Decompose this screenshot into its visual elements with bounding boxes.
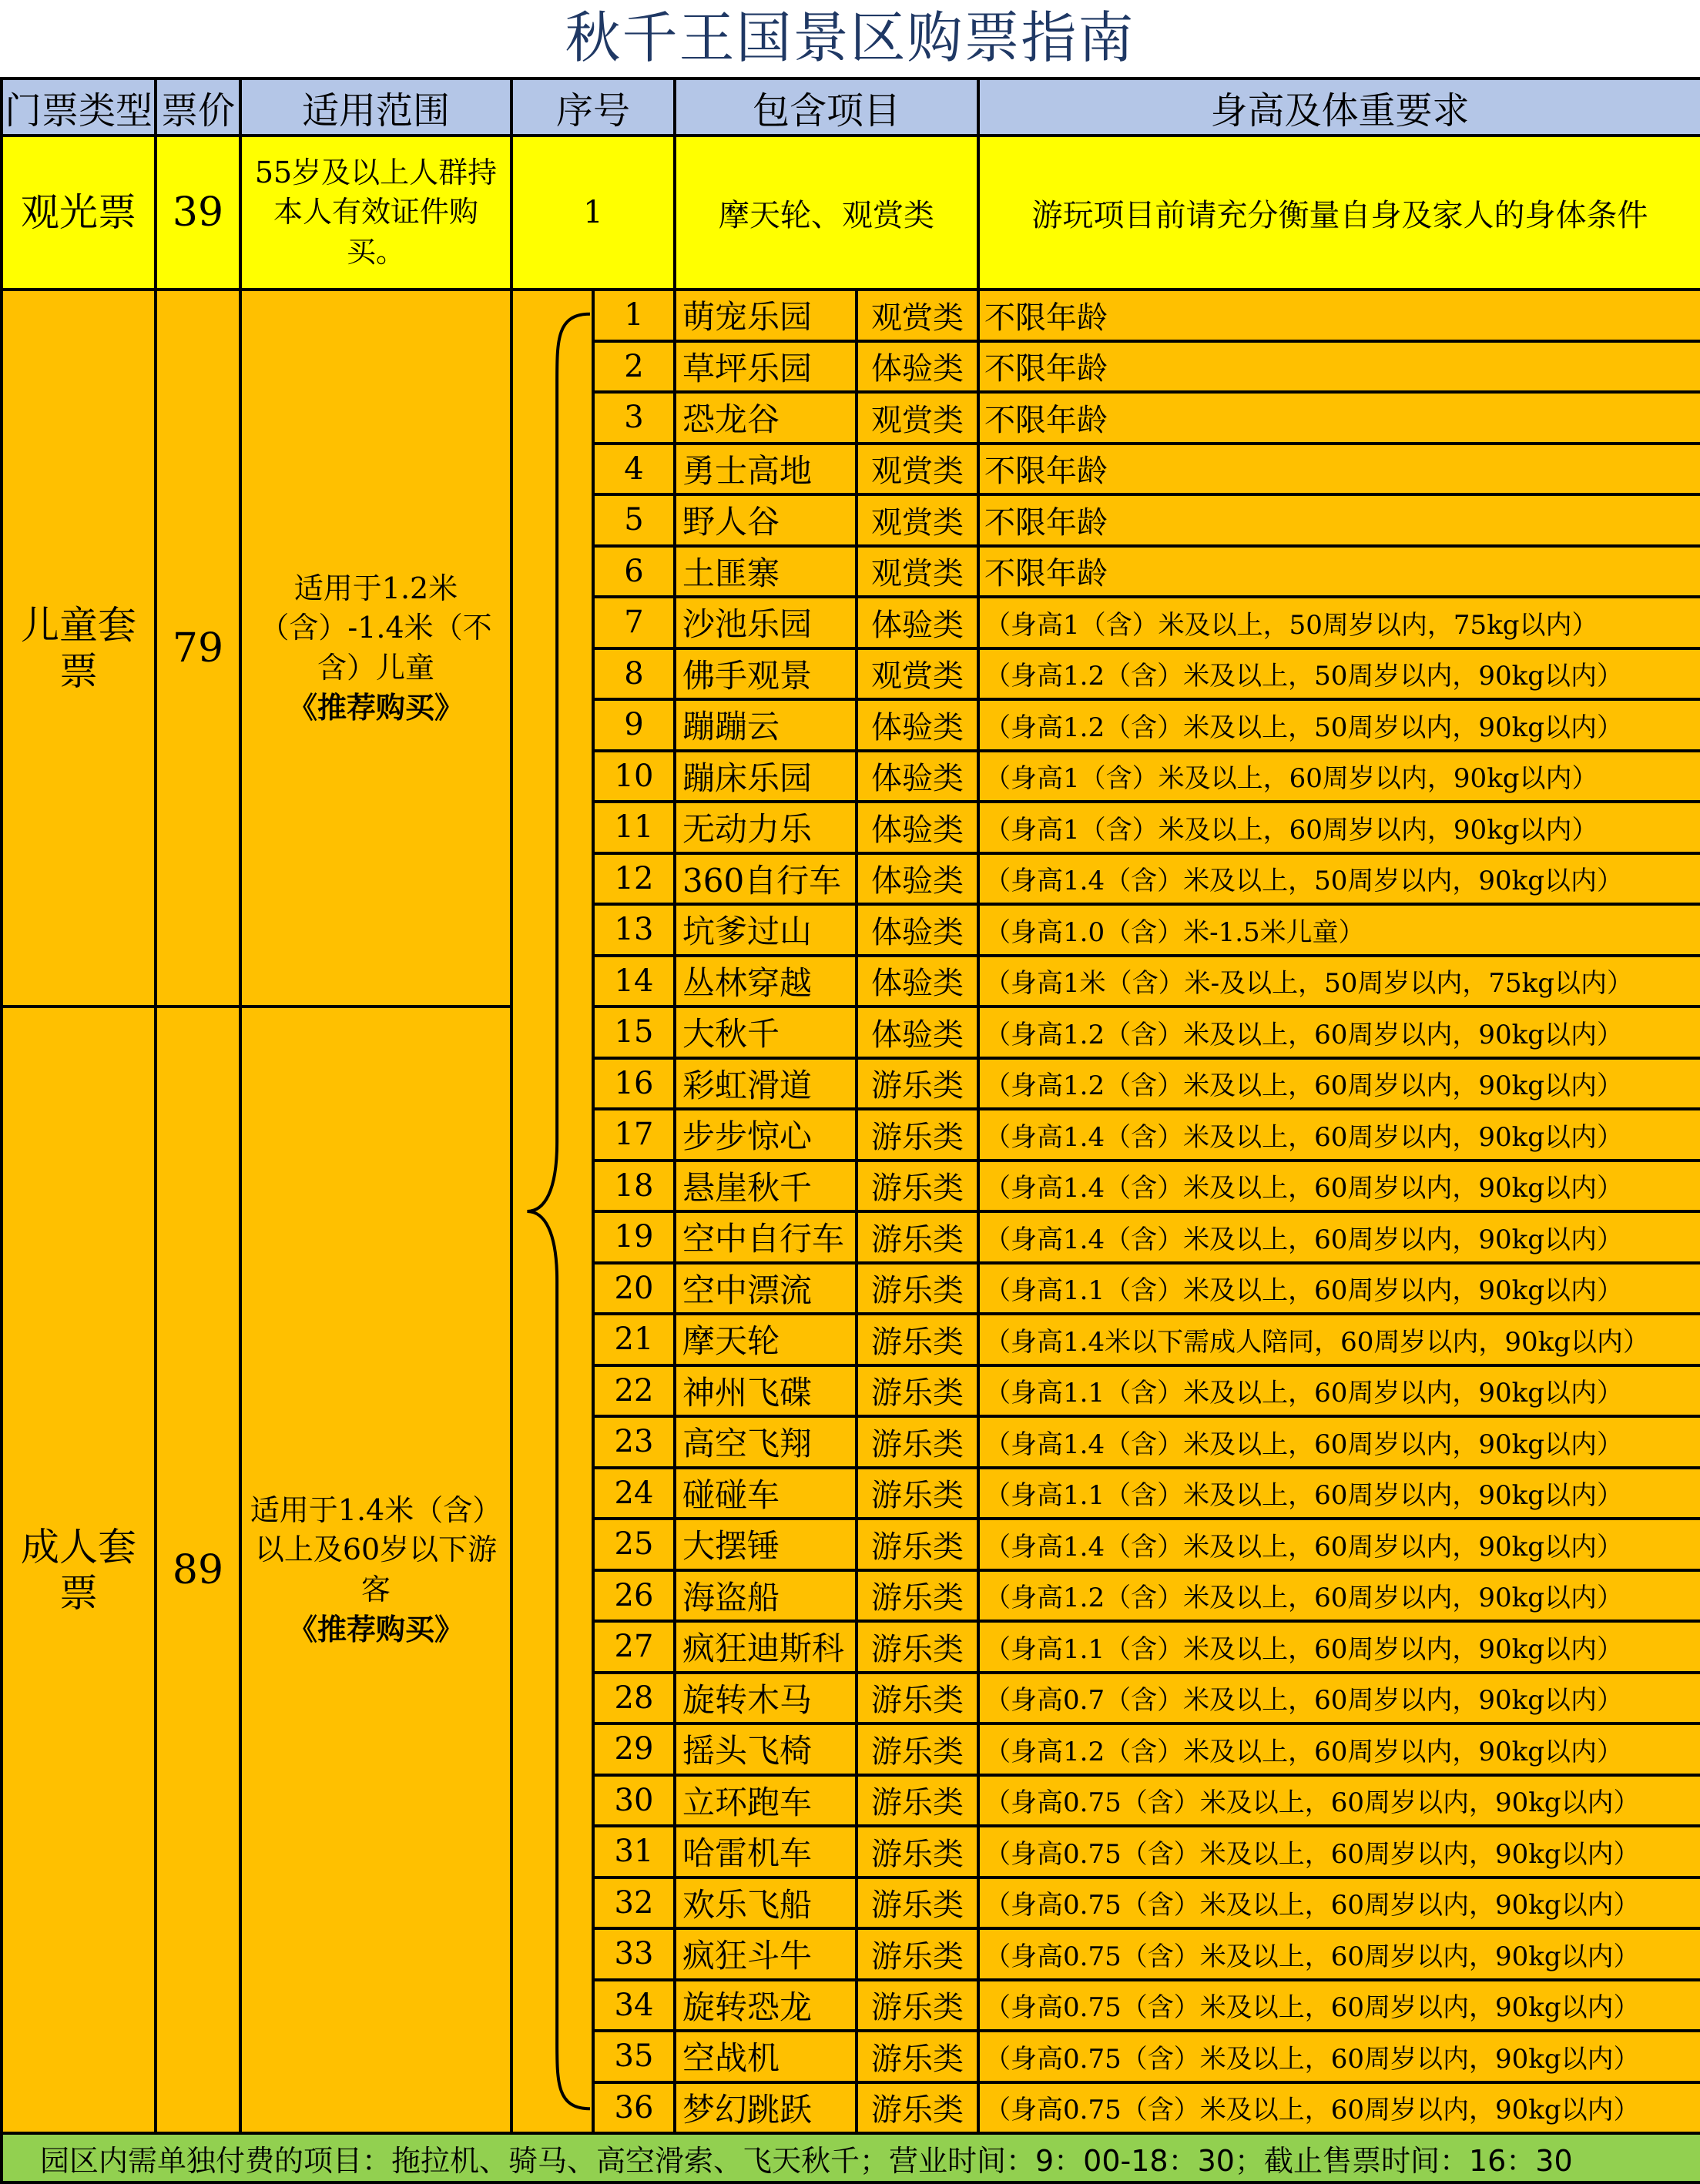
footer-note: 园区内需单独付费的项目：拖拉机、骑马、高空滑索、飞天秋千；营业时间：9：00-18：30；截止售票时间：16：30 [2, 2133, 1700, 2182]
header-scope: 适用范围 [240, 79, 511, 136]
ride-requirement: （身高1.4米以下需成人陪同，60周岁以内，90kg以内） [978, 1314, 1700, 1365]
ride-number: 14 [593, 956, 675, 1007]
ride-name: 步步惊心 [675, 1109, 857, 1161]
ride-category: 游乐类 [857, 1263, 978, 1315]
ride-name: 草坪乐园 [675, 341, 857, 393]
ride-number: 20 [593, 1263, 675, 1315]
ride-number: 9 [593, 699, 675, 751]
ride-number: 5 [593, 494, 675, 546]
ride-number: 10 [593, 751, 675, 802]
ride-category: 体验类 [857, 853, 978, 905]
ride-requirement: （身高1.2（含）米及以上，60周岁以内，90kg以内） [978, 1570, 1700, 1622]
ride-name: 摇头飞椅 [675, 1723, 857, 1775]
ride-category: 游乐类 [857, 1365, 978, 1417]
ride-category: 游乐类 [857, 1519, 978, 1570]
child-recommend: 《推荐购买》 [287, 689, 464, 725]
ride-requirement: （身高1（含）米及以上，60周岁以内，90kg以内） [978, 802, 1700, 853]
ride-name: 佛手观景 [675, 648, 857, 700]
ride-requirement: （身高1（含）米及以上，50周岁以内，75kg以内） [978, 597, 1700, 648]
ride-category: 观赏类 [857, 546, 978, 598]
adult-price: 89 [156, 1007, 240, 2133]
ride-requirement: （身高1.1（含）米及以上，60周岁以内，90kg以内） [978, 1263, 1700, 1315]
ride-requirement: （身高0.75（含）米及以上，60周岁以内，90kg以内） [978, 1928, 1700, 1980]
ride-number: 35 [593, 2031, 675, 2082]
child-scope-text: 适用于1.2米（含）-1.4米（不含）儿童 [260, 571, 492, 685]
ride-requirement: （身高1.2（含）米及以上，60周岁以内，90kg以内） [978, 1058, 1700, 1110]
ride-category: 观赏类 [857, 392, 978, 444]
ride-requirement: （身高1.2（含）米及以上，60周岁以内，90kg以内） [978, 1007, 1700, 1058]
ride-number: 12 [593, 853, 675, 905]
adult-ticket-type: 成人套票 [2, 1007, 156, 2133]
ride-name: 坑爹过山 [675, 904, 857, 956]
ride-category: 游乐类 [857, 1570, 978, 1622]
ride-requirement: 不限年龄 [978, 392, 1700, 444]
ride-number: 19 [593, 1211, 675, 1263]
ride-category: 游乐类 [857, 1980, 978, 2032]
ride-requirement: （身高1.4（含）米及以上，60周岁以内，90kg以内） [978, 1211, 1700, 1263]
sightseeing-items: 摩天轮、观赏类 [675, 136, 978, 290]
ride-category: 游乐类 [857, 1109, 978, 1161]
ride-name: 空中自行车 [675, 1211, 857, 1263]
ride-name: 空战机 [675, 2031, 857, 2082]
ride-number: 17 [593, 1109, 675, 1161]
ride-name: 疯狂斗牛 [675, 1928, 857, 1980]
ride-name: 海盗船 [675, 1570, 857, 1622]
ride-number: 11 [593, 802, 675, 853]
ride-requirement: （身高1.2（含）米及以上，60周岁以内，90kg以内） [978, 1723, 1700, 1775]
ride-number: 1 [593, 290, 675, 341]
ride-requirement: （身高1.4（含）米及以上，60周岁以内，90kg以内） [978, 1519, 1700, 1570]
ride-category: 游乐类 [857, 1775, 978, 1827]
curly-brace-icon [513, 291, 592, 2132]
sightseeing-row [2, 136, 1700, 290]
ride-requirement: （身高1米（含）米-及以上，50周岁以内，75kg以内） [978, 956, 1700, 1007]
ride-requirement: 不限年龄 [978, 290, 1700, 341]
ride-requirement: （身高1.4（含）米及以上，60周岁以内，90kg以内） [978, 1416, 1700, 1468]
ride-number: 16 [593, 1058, 675, 1110]
ride-number: 36 [593, 2082, 675, 2134]
ride-category: 游乐类 [857, 1314, 978, 1365]
ride-name: 神州飞碟 [675, 1365, 857, 1417]
ride-category: 游乐类 [857, 1928, 978, 1980]
ride-category: 体验类 [857, 802, 978, 853]
ride-name: 恐龙谷 [675, 392, 857, 444]
ride-row [2, 290, 1700, 341]
ride-category: 体验类 [857, 699, 978, 751]
ride-name: 土匪寨 [675, 546, 857, 598]
ride-name: 丛林穿越 [675, 956, 857, 1007]
ride-name: 欢乐飞船 [675, 1878, 857, 1929]
ride-requirement: 不限年龄 [978, 546, 1700, 598]
ride-number: 15 [593, 1007, 675, 1058]
header-included-items: 包含项目 [675, 79, 978, 136]
footer-row [2, 2133, 1700, 2182]
ride-requirement: （身高1.2（含）米及以上，50周岁以内，90kg以内） [978, 648, 1700, 700]
ride-category: 体验类 [857, 1007, 978, 1058]
ride-name: 蹦蹦云 [675, 699, 857, 751]
ride-name: 摩天轮 [675, 1314, 857, 1365]
ride-requirement: （身高0.75（含）米及以上，60周岁以内，90kg以内） [978, 1775, 1700, 1827]
ride-name: 立环跑车 [675, 1775, 857, 1827]
ride-name: 哈雷机车 [675, 1826, 857, 1878]
child-scope [240, 290, 511, 1007]
child-ticket-type: 儿童套票 [2, 290, 156, 1007]
ride-number: 13 [593, 904, 675, 956]
ride-name: 野人谷 [675, 494, 857, 546]
ride-number: 7 [593, 597, 675, 648]
ride-category: 体验类 [857, 597, 978, 648]
ride-category: 观赏类 [857, 290, 978, 341]
sightseeing-note: 游玩项目前请充分衡量自身及家人的身体条件 [978, 136, 1700, 290]
ride-name: 旋转木马 [675, 1673, 857, 1724]
ride-number: 34 [593, 1980, 675, 2032]
ride-category: 游乐类 [857, 1723, 978, 1775]
ride-number: 33 [593, 1928, 675, 1980]
ride-requirement: （身高0.75（含）米及以上，60周岁以内，90kg以内） [978, 2031, 1700, 2082]
header-number: 序号 [511, 79, 675, 136]
ride-category: 体验类 [857, 956, 978, 1007]
ride-requirement: （身高1.4（含）米及以上，50周岁以内，90kg以内） [978, 853, 1700, 905]
ride-requirement: （身高1.1（含）米及以上，60周岁以内，90kg以内） [978, 1621, 1700, 1673]
ride-number: 32 [593, 1878, 675, 1929]
ride-number: 4 [593, 444, 675, 495]
header-row [2, 79, 1700, 136]
ride-requirement: 不限年龄 [978, 444, 1700, 495]
ride-name: 大秋千 [675, 1007, 857, 1058]
ride-name: 悬崖秋千 [675, 1161, 857, 1212]
ride-category: 游乐类 [857, 1826, 978, 1878]
adult-scope [240, 1007, 511, 2133]
ride-name: 疯狂迪斯科 [675, 1621, 857, 1673]
ride-number: 25 [593, 1519, 675, 1570]
ride-name: 高空飞翔 [675, 1416, 857, 1468]
ride-requirement: （身高0.7（含）米及以上，60周岁以内，90kg以内） [978, 1673, 1700, 1724]
sightseeing-ticket-type: 观光票 [2, 136, 156, 290]
header-price: 票价 [156, 79, 240, 136]
ride-requirement: （身高1.4（含）米及以上，60周岁以内，90kg以内） [978, 1109, 1700, 1161]
ride-number: 27 [593, 1621, 675, 1673]
ride-number: 21 [593, 1314, 675, 1365]
ride-requirement: 不限年龄 [978, 341, 1700, 393]
ride-requirement: （身高0.75（含）米及以上，60周岁以内，90kg以内） [978, 1826, 1700, 1878]
ride-number: 28 [593, 1673, 675, 1724]
ride-name: 空中漂流 [675, 1263, 857, 1315]
ride-requirement: （身高1.1（含）米及以上，60周岁以内，90kg以内） [978, 1468, 1700, 1519]
ride-requirement: （身高1.0（含）米-1.5米儿童） [978, 904, 1700, 956]
ride-category: 游乐类 [857, 1621, 978, 1673]
ride-number: 26 [593, 1570, 675, 1622]
ride-name: 萌宠乐园 [675, 290, 857, 341]
ride-category: 游乐类 [857, 1468, 978, 1519]
ride-number: 3 [593, 392, 675, 444]
ride-category: 观赏类 [857, 648, 978, 700]
adult-recommend: 《推荐购买》 [287, 1611, 464, 1646]
sightseeing-number: 1 [511, 136, 675, 290]
ride-name: 勇士高地 [675, 444, 857, 495]
ride-number: 30 [593, 1775, 675, 1827]
ride-number: 6 [593, 546, 675, 598]
ride-row [2, 1007, 1700, 1058]
ride-requirement: （身高1.1（含）米及以上，60周岁以内，90kg以内） [978, 1365, 1700, 1417]
page-title: 秋千王国景区购票指南 [565, 5, 1135, 70]
ride-category: 游乐类 [857, 1673, 978, 1724]
ride-category: 观赏类 [857, 444, 978, 495]
sightseeing-scope: 55岁及以上人群持本人有效证件购买。 [240, 136, 511, 290]
ride-requirement: （身高0.75（含）米及以上，60周岁以内，90kg以内） [978, 2082, 1700, 2134]
ride-category: 体验类 [857, 904, 978, 956]
ride-number: 8 [593, 648, 675, 700]
ticket-guide-table [0, 77, 1700, 2184]
ride-requirement: （身高0.75（含）米及以上，60周岁以内，90kg以内） [978, 1980, 1700, 2032]
ride-requirement: （身高1.4（含）米及以上，60周岁以内，90kg以内） [978, 1161, 1700, 1212]
ride-category: 观赏类 [857, 494, 978, 546]
ride-name: 梦幻跳跃 [675, 2082, 857, 2134]
header-ticket-type: 门票类型 [2, 79, 156, 136]
ride-category: 游乐类 [857, 1058, 978, 1110]
ride-name: 360自行车 [675, 853, 857, 905]
child-price: 79 [156, 290, 240, 1007]
ride-number: 31 [593, 1826, 675, 1878]
ride-name: 彩虹滑道 [675, 1058, 857, 1110]
ride-name: 蹦床乐园 [675, 751, 857, 802]
sightseeing-price: 39 [156, 136, 240, 290]
ride-category: 游乐类 [857, 1878, 978, 1929]
ride-requirement: 不限年龄 [978, 494, 1700, 546]
ride-requirement: （身高1.2（含）米及以上，50周岁以内，90kg以内） [978, 699, 1700, 751]
ride-number: 23 [593, 1416, 675, 1468]
ride-number: 2 [593, 341, 675, 393]
ride-number: 24 [593, 1468, 675, 1519]
adult-scope-text: 适用于1.4米（含）以上及60岁以下游客 [250, 1492, 502, 1606]
package-brace [511, 290, 593, 2133]
ride-number: 29 [593, 1723, 675, 1775]
ride-name: 旋转恐龙 [675, 1980, 857, 2032]
ride-category: 游乐类 [857, 1211, 978, 1263]
ride-number: 18 [593, 1161, 675, 1212]
ride-name: 无动力乐 [675, 802, 857, 853]
ride-category: 游乐类 [857, 1161, 978, 1212]
ride-name: 大摆锤 [675, 1519, 857, 1570]
ride-category: 游乐类 [857, 1416, 978, 1468]
ride-category: 游乐类 [857, 2082, 978, 2134]
ride-requirement: （身高0.75（含）米及以上，60周岁以内，90kg以内） [978, 1878, 1700, 1929]
ride-number: 22 [593, 1365, 675, 1417]
ride-requirement: （身高1（含）米及以上，60周岁以内，90kg以内） [978, 751, 1700, 802]
header-requirements: 身高及体重要求 [978, 79, 1700, 136]
ride-category: 体验类 [857, 341, 978, 393]
ride-name: 沙池乐园 [675, 597, 857, 648]
ride-category: 游乐类 [857, 2031, 978, 2082]
ride-category: 体验类 [857, 751, 978, 802]
ride-name: 碰碰车 [675, 1468, 857, 1519]
